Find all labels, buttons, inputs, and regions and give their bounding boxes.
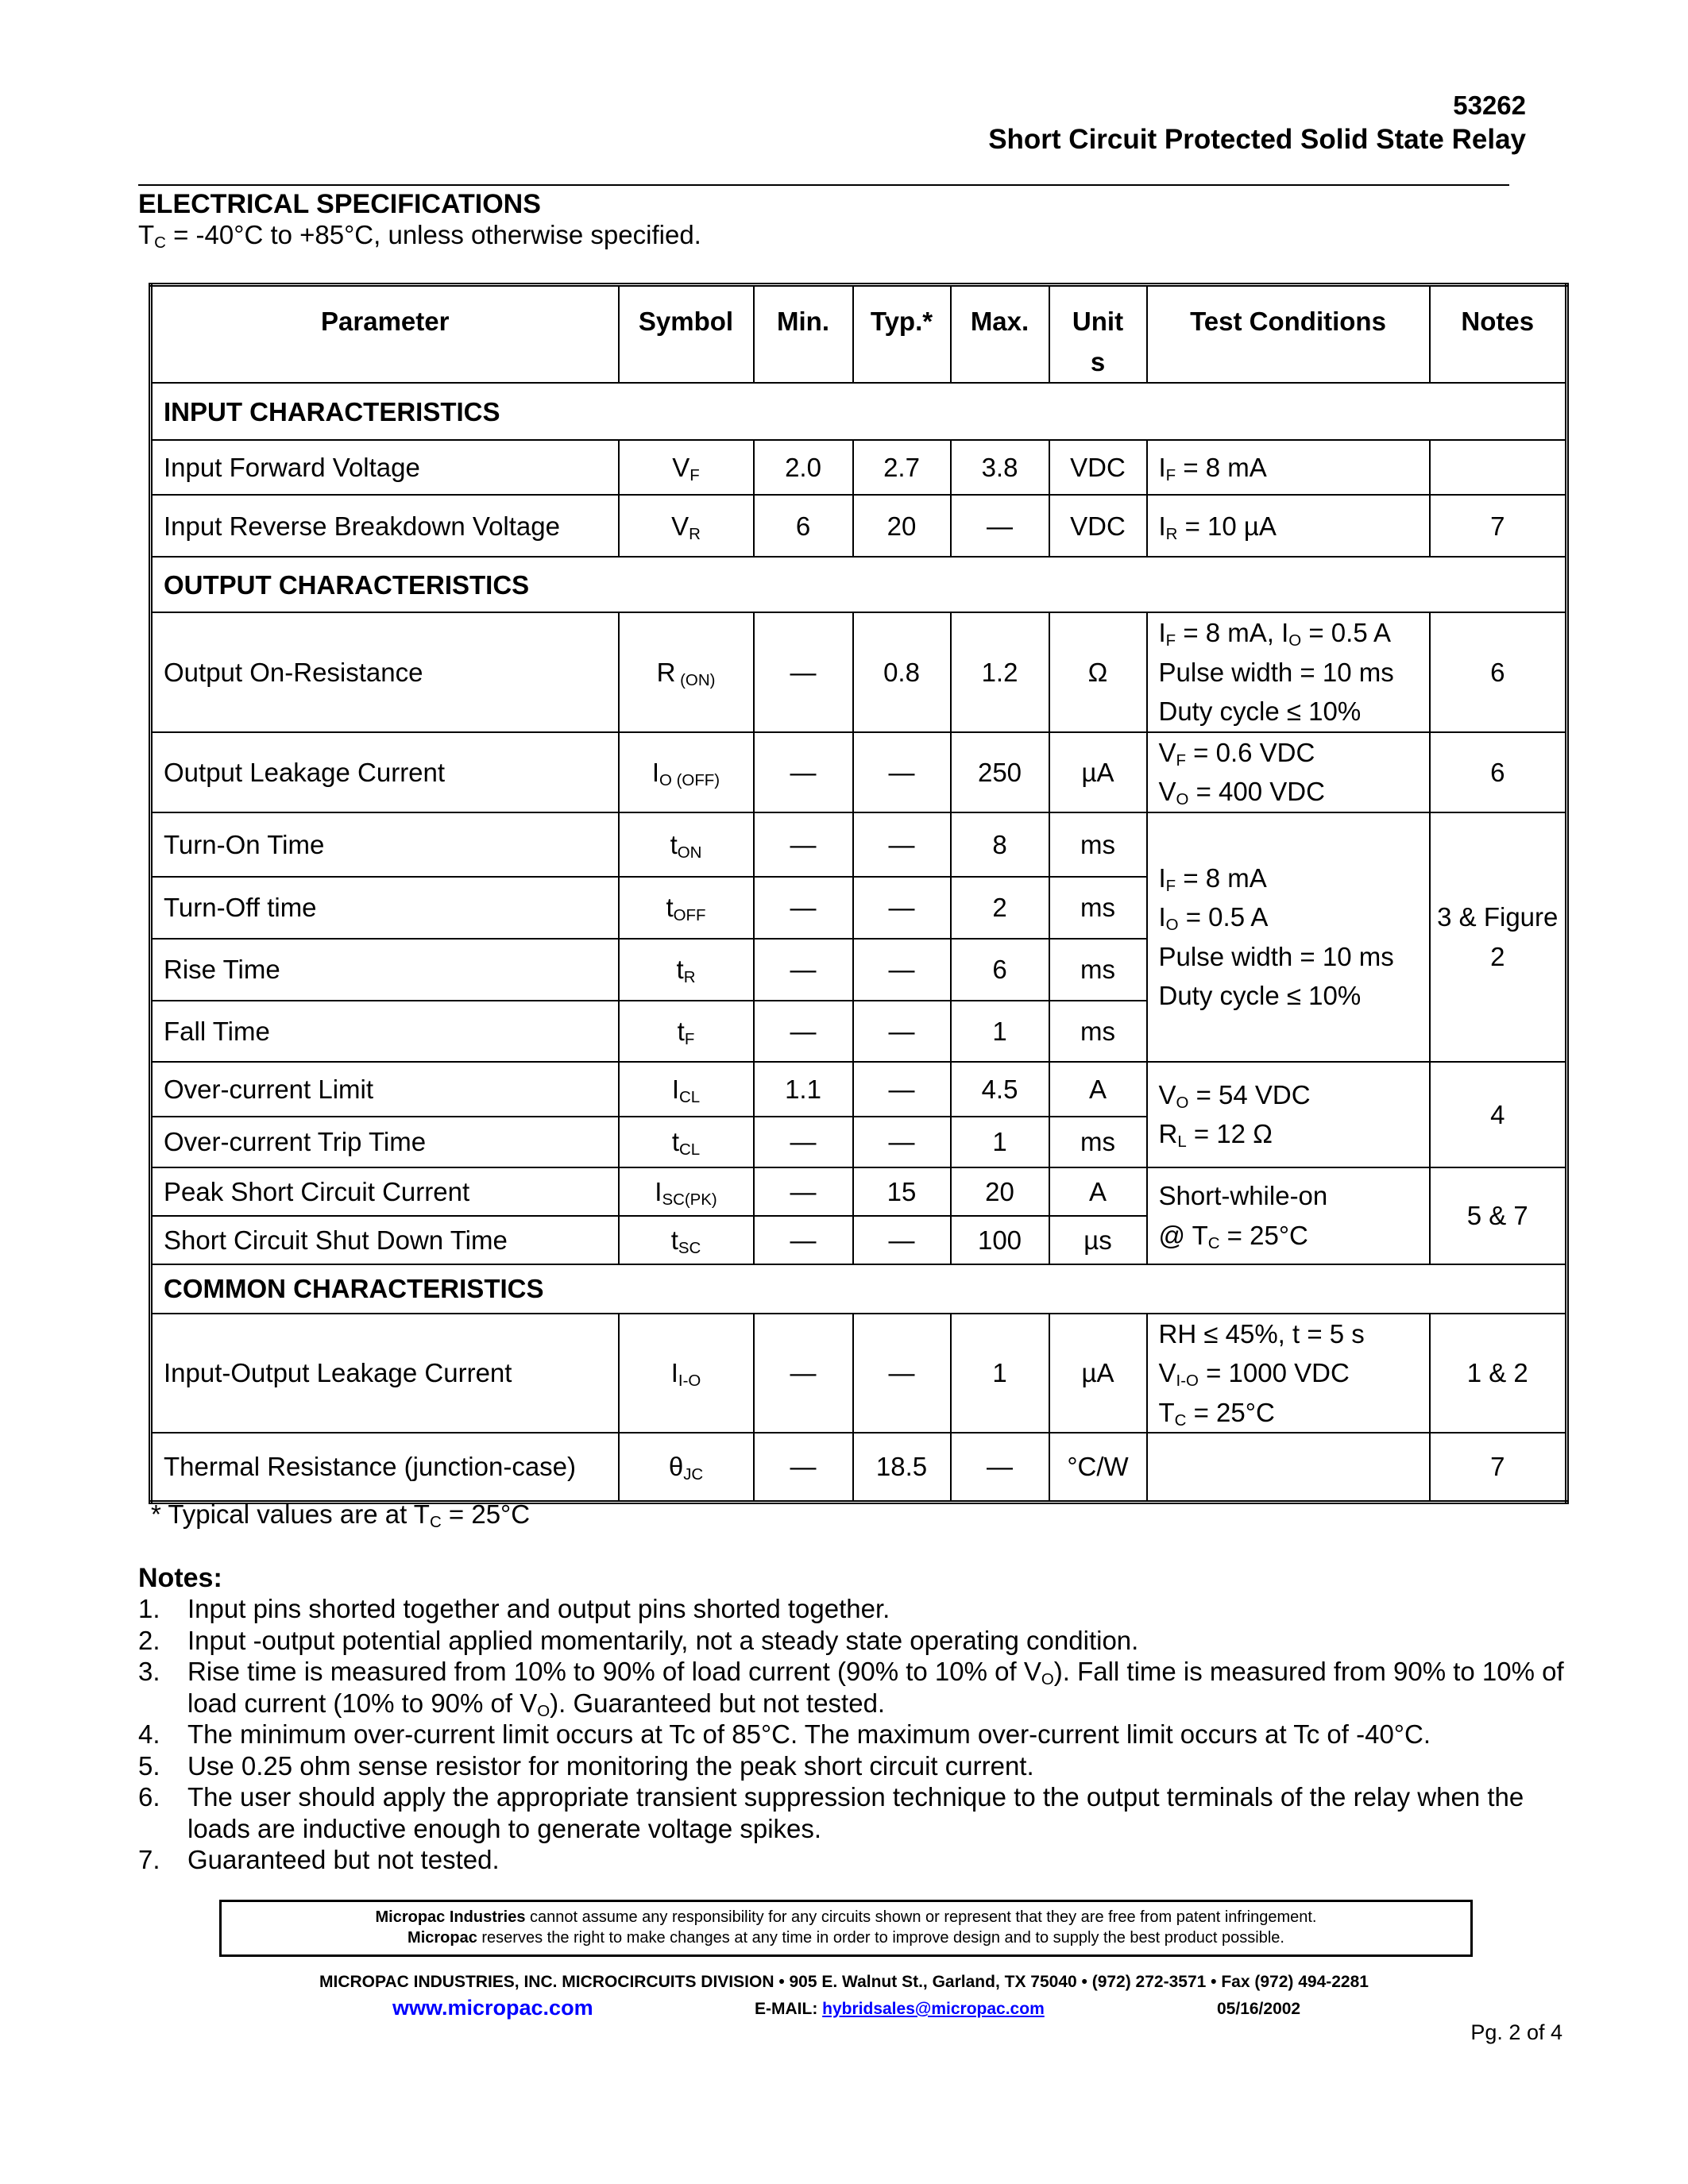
subscript: F: [689, 466, 700, 485]
notes-cell: 5 & 7: [1430, 1167, 1567, 1264]
unit-cell: ms: [1049, 877, 1147, 939]
subscript: C: [429, 1513, 442, 1532]
symbol-cell: $t_F$: [619, 1001, 754, 1062]
disclaimer-box: [219, 1900, 1473, 1957]
temperature-condition: $T_C = -40^\circ C$ to +85°C, unless otherwise specified.: [138, 220, 701, 253]
column-header-label: Max.: [970, 307, 1029, 336]
column-header-label: Unit s: [1072, 307, 1124, 377]
parameter-cell: Fall Time: [151, 1001, 619, 1062]
min-cell: 6: [754, 495, 853, 557]
symbol-cell: $V_F$: [619, 440, 754, 495]
table-row: [151, 1062, 1567, 1117]
unit-cell: ms: [1049, 812, 1147, 877]
parameter-cell: Output On-Resistance: [151, 612, 619, 732]
subscript: I-O: [1176, 1372, 1199, 1391]
max-cell: —: [951, 1433, 1049, 1502]
typ-cell: —: [853, 1001, 951, 1062]
max-cell: 1: [951, 1314, 1049, 1433]
max-cell: 100: [951, 1216, 1049, 1264]
unit-cell: ms: [1049, 939, 1147, 1001]
column-header-label: Min.: [777, 307, 829, 336]
company-address: MICROPAC INDUSTRIES, INC. MICROCIRCUITS DIVISION • 905 E. Walnut St., Garland, TX 75040 • (972) 272-3571 • Fax (972) 494-2281: [319, 1973, 1369, 1991]
condition-line: Pulse width = 10 ms: [1158, 657, 1394, 687]
column-header: [853, 285, 951, 384]
test-conditions-cell: [1147, 812, 1430, 1062]
min-cell: 1.1: [754, 1062, 853, 1117]
typ-cell: 20: [853, 495, 951, 557]
page-number: Pg. 2 of 4: [1470, 2020, 1562, 2044]
symbol-cell: $I_{CL}$: [619, 1062, 754, 1117]
parameter-cell: Turn-On Time: [151, 812, 619, 877]
parameter-cell: Input Forward Voltage: [151, 440, 619, 495]
column-header: [1430, 285, 1567, 384]
parameter-cell: Input Reverse Breakdown Voltage: [151, 495, 619, 557]
subscript: R: [689, 524, 701, 543]
test-conditions-cell: [1147, 495, 1430, 557]
condition-line: @ $T_C = 25^\circ C$: [1158, 1220, 1308, 1252]
notes-heading: Notes:: [138, 1563, 222, 1593]
max-cell: 3.8: [951, 440, 1049, 495]
parameter-cell: Rise Time: [151, 939, 619, 1001]
parameter-cell: Short Circuit Shut Down Time: [151, 1216, 619, 1264]
symbol-cell: $I_{SC(PK)}$: [619, 1167, 754, 1216]
typ-cell: —: [853, 877, 951, 939]
column-header-label: Notes: [1461, 307, 1535, 336]
subscript: C: [1174, 1410, 1187, 1430]
column-header-label: Test Conditions: [1190, 307, 1386, 336]
table-row: [151, 812, 1567, 877]
column-header: [1147, 285, 1430, 384]
unit-cell: A: [1049, 1062, 1147, 1117]
min-cell: —: [754, 939, 853, 1001]
condition-line: $I_F = 8$ mA, $I_O = 0.5$ A: [1158, 618, 1392, 650]
column-header: [1049, 285, 1147, 384]
section-row: [151, 557, 1567, 612]
min-cell: —: [754, 877, 853, 939]
note-item: [138, 1656, 1568, 1719]
parameter-cell: Peak Short Circuit Current: [151, 1167, 619, 1216]
note-item: [138, 1781, 1568, 1844]
typ-cell: —: [853, 1314, 951, 1433]
symbol-cell: $t_{OFF}$: [619, 877, 754, 939]
subscript: SC: [678, 1238, 701, 1257]
column-header: [619, 285, 754, 384]
section-heading: INPUT CHARACTERISTICS: [151, 383, 1567, 440]
test-conditions-cell: [1147, 612, 1430, 732]
typ-cell: —: [853, 1062, 951, 1117]
section-heading: COMMON CHARACTERISTICS: [151, 1264, 1567, 1314]
website-link[interactable]: www.micropac.com: [392, 1996, 593, 2020]
notes-cell: 1 & 2: [1430, 1314, 1567, 1433]
subscript: R: [683, 968, 696, 987]
note-number: 4.: [138, 1719, 160, 1749]
condition-line: $V_O = 400$ VDC: [1158, 777, 1325, 809]
symbol-cell: $I_{O (OFF)}$: [619, 732, 754, 812]
header-divider: [138, 184, 1509, 186]
column-header-label: Symbol: [638, 307, 734, 336]
notes-cell: 4: [1430, 1062, 1567, 1167]
test-conditions-cell: [1147, 1062, 1430, 1167]
disclaimer-text-1: cannot assume any responsibility for any circuits shown or represent that they are free from patent infringement.: [525, 1908, 1317, 1926]
note-number: 3.: [138, 1657, 160, 1686]
email-label: E-MAIL:: [755, 2000, 823, 2018]
condition-line: $V_{I-O} = 1000$ VDC: [1158, 1358, 1350, 1391]
table-row: [151, 440, 1567, 495]
subscript: F: [1165, 876, 1176, 895]
table-row: [151, 1433, 1567, 1502]
typ-cell: —: [853, 939, 951, 1001]
typ-cell: 18.5: [853, 1433, 951, 1502]
unit-cell: ms: [1049, 1117, 1147, 1167]
notes-cell: [1430, 440, 1567, 495]
subscript: R: [1165, 524, 1178, 543]
typical-values-footnote: * Typical values are at $T_C = 25^\circ C$: [151, 1499, 531, 1532]
note-number: 7.: [138, 1845, 160, 1874]
unit-cell: µA: [1049, 1314, 1147, 1433]
symbol-cell: R $_{(ON)}$: [619, 612, 754, 732]
subscript: F: [1165, 466, 1176, 485]
section-heading: OUTPUT CHARACTERISTICS: [151, 557, 1567, 612]
notes-cell: 3 & Figure 2: [1430, 812, 1567, 1062]
condition-line: $T_C = 25^\circ C$: [1158, 1397, 1275, 1430]
table-row: [151, 1314, 1567, 1433]
condition-line: $R_L = 12$ Ω: [1158, 1119, 1273, 1152]
column-header-label: Typ.*: [870, 307, 933, 336]
note-text: Input pins shorted together and output pins shorted together.: [187, 1594, 890, 1623]
unit-cell: VDC: [1049, 495, 1147, 557]
email-line: [755, 2000, 1045, 2019]
parameter-cell: Over-current Trip Time: [151, 1117, 619, 1167]
electrical-specifications-table: [149, 283, 1569, 1504]
condition-line: RH ≤ 45%, t = 5 s: [1158, 1318, 1365, 1349]
max-cell: 20: [951, 1167, 1049, 1216]
subscript: L: [1177, 1133, 1187, 1152]
max-cell: 1: [951, 1001, 1049, 1062]
max-cell: 1.2: [951, 612, 1049, 732]
note-text: Guaranteed but not tested.: [187, 1845, 500, 1874]
note-text: Rise time is measured from 10% to 90% of load current (90% to 10% of $V_O$). Fall time is measured from 90% to 10% of load current (10% to 90% of $V_O$). Guaranteed but not tested.: [187, 1657, 1564, 1720]
unit-cell: ms: [1049, 1001, 1147, 1062]
typ-cell: —: [853, 1216, 951, 1264]
unit-cell: Ω: [1049, 612, 1147, 732]
note-text: The user should apply the appropriate transient suppression technique to the output terminals of the relay when the loads are inductive enough to generate voltage spikes.: [187, 1782, 1524, 1843]
subscript: F: [684, 1029, 695, 1048]
min-cell: —: [754, 1001, 853, 1062]
subscript: JC: [683, 1465, 704, 1484]
table-header-row: [151, 285, 1567, 384]
unit-cell: A: [1049, 1167, 1147, 1216]
condition-line: $V_O = 54$ VDC: [1158, 1079, 1311, 1112]
subscript: O: [1176, 790, 1189, 809]
notes-cell: 7: [1430, 495, 1567, 557]
subscript: ON: [677, 843, 702, 862]
typ-cell: 0.8: [853, 612, 951, 732]
table-row: [151, 495, 1567, 557]
condition-line: $V_F = 0.6$ VDC: [1158, 737, 1315, 770]
subscript: SC(PK): [662, 1190, 717, 1209]
column-header: [151, 285, 619, 384]
subscript: O: [1176, 1093, 1189, 1112]
parameter-cell: Over-current Limit: [151, 1062, 619, 1117]
section-row: [151, 383, 1567, 440]
max-cell: 250: [951, 732, 1049, 812]
note-number: 6.: [138, 1782, 160, 1812]
note-item: [138, 1844, 1568, 1876]
symbol-cell: $V_R$: [619, 495, 754, 557]
min-cell: —: [754, 732, 853, 812]
note-text: The minimum over-current limit occurs at Tc of 85°C. The maximum over-current limit occurs at Tc of -40°C.: [187, 1719, 1431, 1749]
condition-line: $I_F = 8$ mA: [1158, 453, 1267, 485]
note-item: [138, 1625, 1568, 1657]
max-cell: 4.5: [951, 1062, 1049, 1117]
min-cell: —: [754, 1433, 853, 1502]
typ-cell: —: [853, 812, 951, 877]
condition-line: Duty cycle ≤ 10%: [1158, 981, 1362, 1011]
test-conditions-cell: [1147, 732, 1430, 812]
subscript: I-O: [678, 1372, 701, 1391]
table-row: [151, 612, 1567, 732]
symbol-cell: $t_{SC}$: [619, 1216, 754, 1264]
note-number: 2.: [138, 1625, 160, 1655]
symbol-cell: $\theta_{JC}$: [619, 1433, 754, 1502]
subscript: O: [537, 1701, 550, 1720]
subscript: O: [1288, 631, 1302, 650]
document-title: Short Circuit Protected Solid State Relay: [988, 124, 1526, 155]
symbol-cell: $t_{CL}$: [619, 1117, 754, 1167]
unit-cell: VDC: [1049, 440, 1147, 495]
disclaimer-company-2: Micropac: [408, 1929, 477, 1947]
max-cell: —: [951, 495, 1049, 557]
unit-cell: µA: [1049, 732, 1147, 812]
subscript: O: [1165, 916, 1179, 935]
symbol-cell: $t_{ON}$: [619, 812, 754, 877]
unit-cell: µs: [1049, 1216, 1147, 1264]
test-conditions-cell: [1147, 1167, 1430, 1264]
condition-line: $I_F = 8$ mA: [1158, 862, 1267, 895]
document-date: 05/16/2002: [1217, 2000, 1301, 2018]
note-item: [138, 1750, 1568, 1782]
max-cell: 6: [951, 939, 1049, 1001]
disclaimer-company: Micropac Industries: [375, 1908, 526, 1926]
subscript: F: [1165, 631, 1176, 650]
table-row: [151, 732, 1567, 812]
subscript: OFF: [673, 906, 706, 925]
column-header: [951, 285, 1049, 384]
min-cell: —: [754, 1216, 853, 1264]
condition-line: Duty cycle ≤ 10%: [1158, 696, 1362, 727]
section-row: [151, 1264, 1567, 1314]
typ-cell: —: [853, 732, 951, 812]
min-cell: —: [754, 1167, 853, 1216]
typ-cell: 15: [853, 1167, 951, 1216]
test-conditions-cell: [1147, 1314, 1430, 1433]
parameter-cell: Input-Output Leakage Current: [151, 1314, 619, 1433]
typ-cell: —: [853, 1117, 951, 1167]
note-text: Input -output potential applied momentarily, not a steady state operating condition.: [187, 1625, 1139, 1655]
notes-cell: 7: [1430, 1433, 1567, 1502]
notes-cell: 6: [1430, 732, 1567, 812]
note-item: [138, 1719, 1568, 1750]
subscript: C: [1207, 1233, 1220, 1252]
min-cell: —: [754, 1117, 853, 1167]
symbol-cell: $I_{I-O}$: [619, 1314, 754, 1433]
test-conditions-cell: [1147, 1433, 1430, 1502]
condition-line: Pulse width = 10 ms: [1158, 941, 1394, 971]
test-conditions-cell: [1147, 440, 1430, 495]
typ-cell: 2.7: [853, 440, 951, 495]
parameter-cell: Output Leakage Current: [151, 732, 619, 812]
subscript: CL: [679, 1140, 701, 1160]
min-cell: —: [754, 812, 853, 877]
parameter-cell: Turn-Off time: [151, 877, 619, 939]
condition-line: Short-while-on: [1158, 1181, 1328, 1211]
parameter-cell: Thermal Resistance (junction-case): [151, 1433, 619, 1502]
disclaimer-text-2: reserves the right to make changes at any time in order to improve design and to supply the best product possible.: [477, 1929, 1284, 1947]
note-text: Use 0.25 ohm sense resistor for monitoring the peak short circuit current.: [187, 1750, 1034, 1781]
email-link[interactable]: hybridsales@micropac.com: [822, 2000, 1045, 2018]
min-cell: —: [754, 1314, 853, 1433]
table-row: [151, 1167, 1567, 1216]
max-cell: 2: [951, 877, 1049, 939]
min-cell: —: [754, 612, 853, 732]
min-cell: 2.0: [754, 440, 853, 495]
subscript: C: [154, 233, 166, 253]
condition-line: $I_R = 10$ µA: [1158, 511, 1277, 543]
notes-cell: 6: [1430, 612, 1567, 732]
condition-line: $I_O = 0.5$ A: [1158, 902, 1269, 935]
max-cell: 1: [951, 1117, 1049, 1167]
symbol-cell: $t_R$: [619, 939, 754, 1001]
note-number: 1.: [138, 1594, 160, 1623]
unit-cell: °C/W: [1049, 1433, 1147, 1502]
document-number: 53262: [1453, 91, 1526, 120]
note-number: 5.: [138, 1750, 160, 1781]
subscript: (ON): [675, 670, 716, 689]
subscript: F: [1176, 751, 1186, 770]
note-item: [138, 1593, 1568, 1625]
notes-list: [138, 1593, 1568, 1876]
subscript: O: [1041, 1670, 1054, 1689]
column-header: [754, 285, 853, 384]
section-title: ELECTRICAL SPECIFICATIONS: [138, 189, 541, 219]
max-cell: 8: [951, 812, 1049, 877]
column-header-label: Parameter: [321, 307, 450, 336]
subscript: CL: [679, 1087, 701, 1106]
subscript: O (OFF): [659, 770, 720, 789]
